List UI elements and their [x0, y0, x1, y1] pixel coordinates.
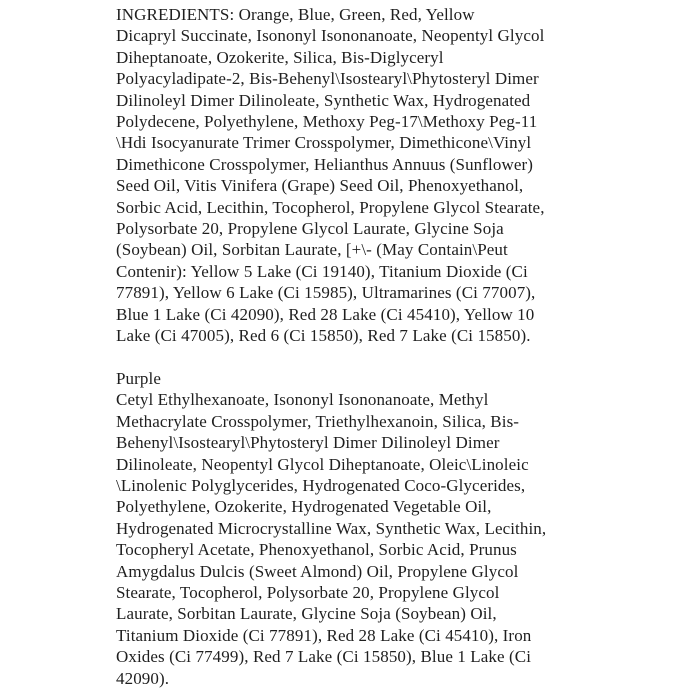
text-line: Hydrogenated Microcrystalline Wax, Synthetic Wax, Lecithin,	[116, 518, 547, 538]
text-line: INGREDIENTS: Orange, Blue, Green, Red, Yellow	[116, 5, 475, 24]
ingredients-section-main	[116, 4, 679, 347]
text-line: Behenyl\Isostearyl\Phytosteryl Dimer Dilinoleyl Dimer	[116, 433, 500, 453]
text-line: Dilinoleate, Neopentyl Glycol Diheptanoate, Oleic\Linoleic	[116, 454, 529, 474]
text-line: Amygdalus Dulcis (Sweet Almond) Oil, Propylene Glycol	[116, 561, 519, 581]
text-line: Dimethicone Crosspolymer, Helianthus Annuus (Sunflower)	[116, 154, 534, 174]
section-heading-purple: Purple	[116, 368, 161, 388]
text-line: Polyacyladipate-2, Bis-Behenyl\Isostearyl\Phytosteryl Dimer	[116, 69, 539, 89]
text-line: Oxides (Ci 77499), Red 7 Lake (Ci 15850), Blue 1 Lake (Ci	[116, 647, 532, 667]
text-line: Polysorbate 20, Propylene Glycol Laurate, Glycine Soja	[116, 219, 504, 239]
text-line: \Linolenic Polyglycerides, Hydrogenated Coco-Glycerides,	[116, 475, 526, 495]
ingredients-section-purple	[116, 368, 679, 689]
text-line: Contenir): Yellow 5 Lake (Ci 19140), Titanium Dioxide (Ci	[116, 261, 528, 281]
text-line: Dilinoleyl Dimer Dilinoleate, Synthetic Wax, Hydrogenated	[116, 90, 531, 110]
text-line: Lake (Ci 47005), Red 6 (Ci 15850), Red 7 Lake (Ci 15850).	[116, 326, 531, 346]
text-line: 77891), Yellow 6 Lake (Ci 15985), Ultramarines (Ci 77007),	[116, 283, 536, 303]
text-line: Methacrylate Crosspolymer, Triethylhexanoin, Silica, Bis-	[116, 411, 520, 431]
text-line: (Soybean) Oil, Sorbitan Laurate, [+\- (May Contain\Peut	[116, 240, 508, 260]
text-line: Cetyl Ethylhexanoate, Isononyl Isononanoate, Methyl	[116, 390, 489, 410]
text-line: Diheptanoate, Ozokerite, Silica, Bis-Diglyceryl	[116, 47, 444, 67]
text-line: \Hdi Isocyanurate Trimer Crosspolymer, Dimethicone\Vinyl	[116, 133, 532, 153]
text-line: Sorbic Acid, Lecithin, Tocopherol, Propylene Glycol Stearate,	[116, 197, 545, 217]
text-line: Titanium Dioxide (Ci 77891), Red 28 Lake (Ci 45410), Iron	[116, 625, 532, 645]
text-line: Polydecene, Polyethylene, Methoxy Peg-17\Methoxy Peg-11	[116, 112, 538, 132]
text-line: Seed Oil, Vitis Vinifera (Grape) Seed Oil, Phenoxyethanol,	[116, 176, 524, 196]
text-line: Polyethylene, Ozokerite, Hydrogenated Vegetable Oil,	[116, 497, 492, 517]
text-line: Laurate, Sorbitan Laurate, Glycine Soja (Soybean) Oil,	[116, 604, 497, 624]
text-line: Stearate, Tocopherol, Polysorbate 20, Propylene Glycol	[116, 582, 500, 602]
text-line: Tocopheryl Acetate, Phenoxyethanol, Sorbic Acid, Prunus	[116, 540, 517, 560]
text-line: Blue 1 Lake (Ci 42090), Red 28 Lake (Ci 45410), Yellow 10	[116, 304, 535, 324]
text-line: 42090).	[116, 668, 170, 688]
text-line: Dicapryl Succinate, Isononyl Isononanoate, Neopentyl Glycol	[116, 26, 545, 46]
ingredients-purple-lines	[116, 389, 679, 689]
